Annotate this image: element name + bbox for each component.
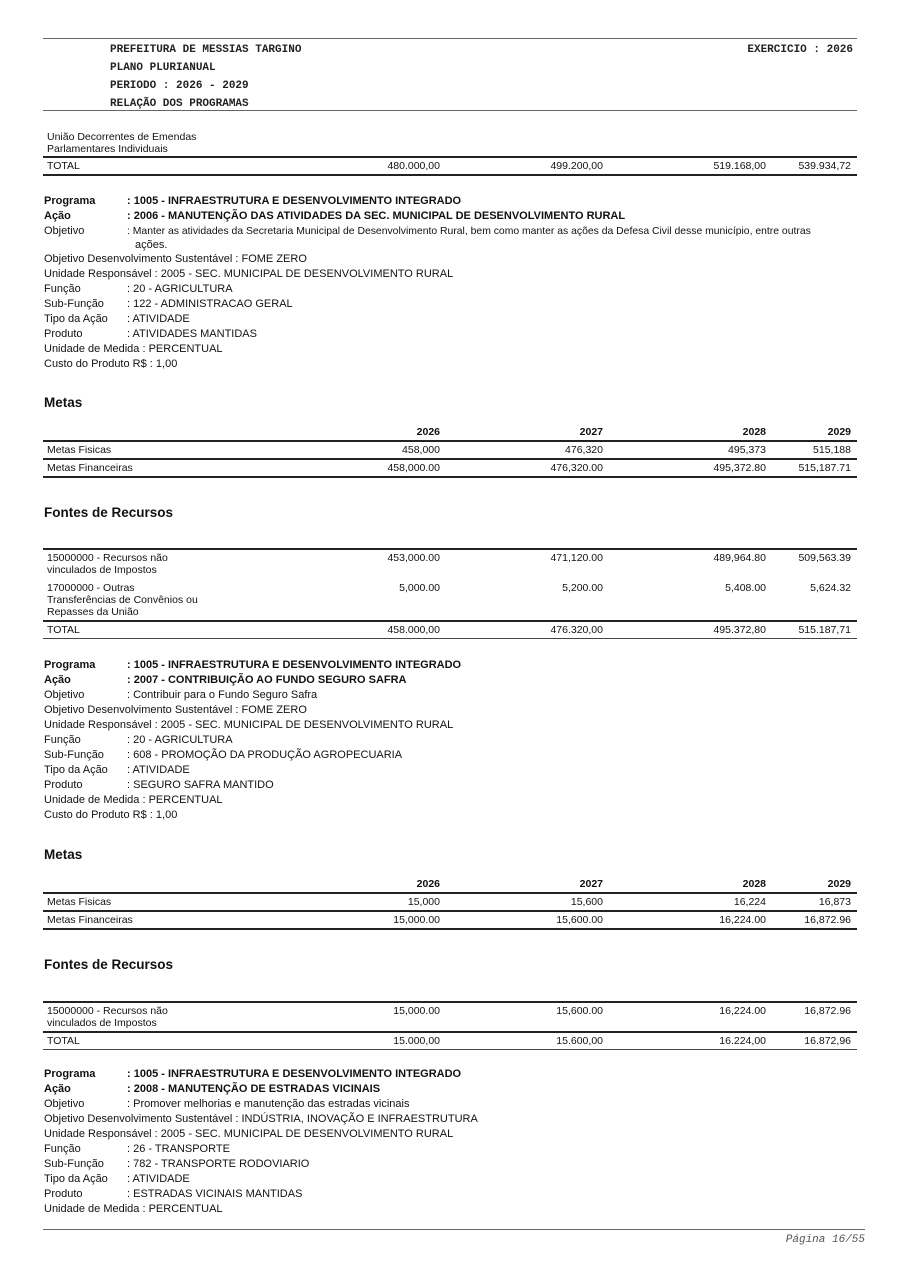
cell-value: 15,000: [283, 893, 446, 911]
year-header: 2027: [579, 878, 603, 890]
produto-label: Produto: [44, 779, 83, 791]
municipality-name: PREFEITURA DE MESSIAS TARGINO: [110, 44, 302, 56]
subfuncao-label: Sub-Função: [44, 749, 104, 761]
ods-line: Objetivo Desenvolvimento Sustentável : FOME ZERO: [44, 253, 307, 265]
programa-value: : 1005 - INFRAESTRUTURA E DESENVOLVIMENTO INTEGRADO: [127, 1068, 462, 1080]
acao-label: Ação: [44, 1083, 71, 1095]
fontes-table: [43, 1001, 857, 1050]
action-info-2008: [44, 1067, 844, 1217]
cell-value: 476,320: [446, 441, 609, 459]
metas-fisicas-label: Metas Fisicas: [43, 441, 283, 459]
programa-label: Programa: [44, 659, 96, 671]
produto-value: : SEGURO SAFRA MANTIDO: [127, 779, 274, 791]
cell-value: 515,188: [772, 441, 857, 459]
total-value: 539.934,72: [772, 157, 857, 175]
objetivo-label: Objetivo: [44, 225, 85, 237]
produto-label: Produto: [44, 1188, 83, 1200]
cell-value: 476,320.00: [446, 459, 609, 477]
unidade-medida: Unidade de Medida : PERCENTUAL: [44, 1203, 223, 1215]
cell-value: 495,373: [609, 441, 772, 459]
total-value: 16.872,96: [772, 1032, 857, 1050]
table-row: [43, 1002, 857, 1032]
cell-value: 16,224: [609, 893, 772, 911]
fonte-label: Repasses da União: [47, 606, 139, 618]
subfuncao-label: Sub-Função: [44, 1158, 104, 1170]
cell-value: 16,224.00: [609, 1002, 772, 1032]
report-name: RELAÇÃO DOS PROGRAMAS: [110, 98, 249, 110]
subfuncao-label: Sub-Função: [44, 298, 104, 310]
ods-line: Objetivo Desenvolvimento Sustentável : INDÚSTRIA, INOVAÇÃO E INFRAESTRUTURA: [44, 1113, 478, 1125]
carryover-table: [43, 129, 857, 176]
fontes-heading: Fontes de Recursos: [44, 505, 174, 520]
funcao-value: : 26 - TRANSPORTE: [127, 1143, 230, 1155]
year-header: 2029: [827, 426, 851, 438]
page-footer: [43, 1229, 865, 1246]
cell-value: 515,187.71: [772, 459, 857, 477]
tipo-acao-value: : ATIVIDADE: [127, 1173, 190, 1185]
acao-label: Ação: [44, 674, 71, 686]
objetivo-label: Objetivo: [44, 1098, 85, 1110]
cell-value: 495,372.80: [609, 459, 772, 477]
custo-produto: Custo do Produto R$ : 1,00: [44, 358, 178, 370]
total-value: 495.372,80: [609, 621, 772, 639]
total-row: [43, 1032, 857, 1050]
cell-value: 15,000.00: [283, 1002, 446, 1032]
year-header: 2027: [579, 426, 603, 438]
metas-financeiras-label: Metas Financeiras: [43, 459, 283, 477]
cell-value: 16,873: [772, 893, 857, 911]
page-header: [43, 38, 857, 111]
fonte-label: vinculados de Impostos: [47, 1017, 157, 1029]
unidade-responsavel: Unidade Responsável : 2005 - SEC. MUNICIPAL DE DESENVOLVIMENTO RURAL: [44, 719, 454, 731]
cell-value: 509,563.39: [772, 549, 857, 578]
total-label: TOTAL: [43, 621, 283, 639]
metas-heading: Metas: [44, 395, 83, 410]
cell-value: 15,600.00: [446, 1002, 609, 1032]
tipo-acao-value: : ATIVIDADE: [127, 764, 190, 776]
year-header-row: [43, 876, 857, 893]
unidade-responsavel: Unidade Responsável : 2005 - SEC. MUNICIPAL DE DESENVOLVIMENTO RURAL: [44, 1128, 454, 1140]
cell-value: 15,600.00: [446, 911, 609, 929]
objetivo-value: : Contribuir para o Fundo Seguro Safra: [127, 689, 318, 701]
tipo-acao-value: : ATIVIDADE: [127, 313, 190, 325]
acao-label: Ação: [44, 210, 71, 222]
produto-value: : ESTRADAS VICINAIS MANTIDAS: [127, 1188, 303, 1200]
objetivo-value: : Manter as atividades da Secretaria Municipal de Desenvolvimento Rural, bem como manter as ações da Defesa Civil desse município, entre outras: [127, 226, 811, 237]
subfuncao-value: : 608 - PROMOÇÃO DA PRODUÇÃO AGROPECUARIA: [127, 749, 403, 761]
metas-fisicas-label: Metas Fisicas: [43, 893, 283, 911]
total-value: 519.168,00: [609, 157, 772, 175]
metas-table: [43, 876, 857, 930]
total-value: 16.224,00: [609, 1032, 772, 1050]
total-value: 15.600,00: [446, 1032, 609, 1050]
cell-value: 458,000.00: [283, 459, 446, 477]
funcao-label: Função: [44, 1143, 81, 1155]
programa-value: : 1005 - INFRAESTRUTURA E DESENVOLVIMENTO INTEGRADO: [127, 659, 462, 671]
total-value: 476.320,00: [446, 621, 609, 639]
custo-produto: Custo do Produto R$ : 1,00: [44, 809, 178, 821]
cell-value: 16,224.00: [609, 911, 772, 929]
fonte-label: Transferências de Convênios ou: [47, 594, 198, 606]
year-header: 2026: [416, 426, 440, 438]
ods-line: Objetivo Desenvolvimento Sustentável : FOME ZERO: [44, 704, 307, 716]
total-label: TOTAL: [43, 1032, 283, 1050]
fonte-label: 17000000 - Outras: [47, 582, 135, 594]
action-info-2007: [44, 658, 844, 823]
year-header: 2028: [742, 878, 766, 890]
header-title-block: [110, 41, 301, 113]
funcao-value: : 20 - AGRICULTURA: [127, 734, 233, 746]
total-value: 15.000,00: [283, 1032, 446, 1050]
table-row: [43, 129, 857, 157]
acao-value: : 2008 - MANUTENÇÃO DE ESTRADAS VICINAIS: [127, 1083, 381, 1095]
objetivo-label: Objetivo: [44, 689, 85, 701]
funcao-label: Função: [44, 734, 81, 746]
table-row: [43, 441, 857, 459]
fonte-label: Parlamentares Individuais: [47, 143, 168, 155]
cell-value: 453,000.00: [283, 549, 446, 578]
fonte-label: vinculados de Impostos: [47, 564, 157, 576]
total-label: TOTAL: [43, 157, 283, 175]
cell-value: 15,600: [446, 893, 609, 911]
acao-value: : 2007 - CONTRIBUIÇÃO AO FUNDO SEGURO SAFRA: [127, 674, 407, 686]
cell-value: 5,200.00: [562, 582, 603, 594]
total-value: 480.000,00: [283, 157, 446, 175]
year-header: 2029: [827, 878, 851, 890]
cell-value: 471,120.00: [446, 549, 609, 578]
exercise-year: EXERCICIO : 2026: [747, 44, 853, 56]
subfuncao-value: : 122 - ADMINISTRACAO GERAL: [127, 298, 293, 310]
total-row: [43, 621, 857, 639]
period: PERIODO : 2026 - 2029: [110, 80, 249, 92]
cell-value: 5,408.00: [725, 582, 766, 594]
produto-label: Produto: [44, 328, 83, 340]
cell-value: 489,964.80: [609, 549, 772, 578]
metas-heading: Metas: [44, 847, 83, 862]
fonte-label: 15000000 - Recursos não: [47, 552, 168, 564]
cell-value: 15,000.00: [283, 911, 446, 929]
fonte-label: 15000000 - Recursos não: [47, 1005, 168, 1017]
total-value: 499.200,00: [446, 157, 609, 175]
unidade-medida: Unidade de Medida : PERCENTUAL: [44, 343, 223, 355]
cell-value: 458,000: [283, 441, 446, 459]
table-row: [43, 893, 857, 911]
table-row: [43, 911, 857, 929]
total-row: [43, 157, 857, 175]
fontes-heading: Fontes de Recursos: [44, 957, 174, 972]
programa-value: : 1005 - INFRAESTRUTURA E DESENVOLVIMENTO INTEGRADO: [127, 195, 462, 207]
metas-financeiras-label: Metas Financeiras: [43, 911, 283, 929]
unidade-responsavel: Unidade Responsável : 2005 - SEC. MUNICIPAL DE DESENVOLVIMENTO RURAL: [44, 268, 454, 280]
cell-value: 5,000.00: [399, 582, 440, 594]
plan-name: PLANO PLURIANUAL: [110, 62, 216, 74]
tipo-acao-label: Tipo da Ação: [44, 1173, 108, 1185]
cell-value: 16,872.96: [772, 911, 857, 929]
year-header: 2028: [742, 426, 766, 438]
unidade-medida: Unidade de Medida : PERCENTUAL: [44, 794, 223, 806]
page-number: Página 16/55: [785, 1234, 865, 1246]
objetivo-value-cont: ações.: [135, 239, 168, 251]
table-row: [43, 459, 857, 477]
tipo-acao-label: Tipo da Ação: [44, 764, 108, 776]
action-info-2006: [44, 194, 844, 372]
objetivo-value: : Promover melhorias e manutenção das estradas vicinais: [127, 1098, 410, 1110]
subfuncao-value: : 782 - TRANSPORTE RODOVIARIO: [127, 1158, 310, 1170]
programa-label: Programa: [44, 1068, 96, 1080]
cell-value: 5,624.32: [810, 582, 851, 594]
year-header: 2026: [416, 878, 440, 890]
table-row: [43, 549, 857, 578]
year-header-row: [43, 424, 857, 441]
total-value: 458.000,00: [283, 621, 446, 639]
funcao-label: Função: [44, 283, 81, 295]
cell-value: 16,872.96: [772, 1002, 857, 1032]
fontes-table: [43, 548, 857, 639]
funcao-value: : 20 - AGRICULTURA: [127, 283, 233, 295]
produto-value: : ATIVIDADES MANTIDAS: [127, 328, 257, 340]
acao-value: : 2006 - MANUTENÇÃO DAS ATIVIDADES DA SEC. MUNICIPAL DE DESENVOLVIMENTO RURAL: [127, 210, 626, 222]
fonte-label: União Decorrentes de Emendas: [47, 131, 197, 143]
total-value: 515.187,71: [772, 621, 857, 639]
metas-table: [43, 424, 857, 478]
tipo-acao-label: Tipo da Ação: [44, 313, 108, 325]
programa-label: Programa: [44, 195, 96, 207]
table-row: [43, 578, 857, 621]
